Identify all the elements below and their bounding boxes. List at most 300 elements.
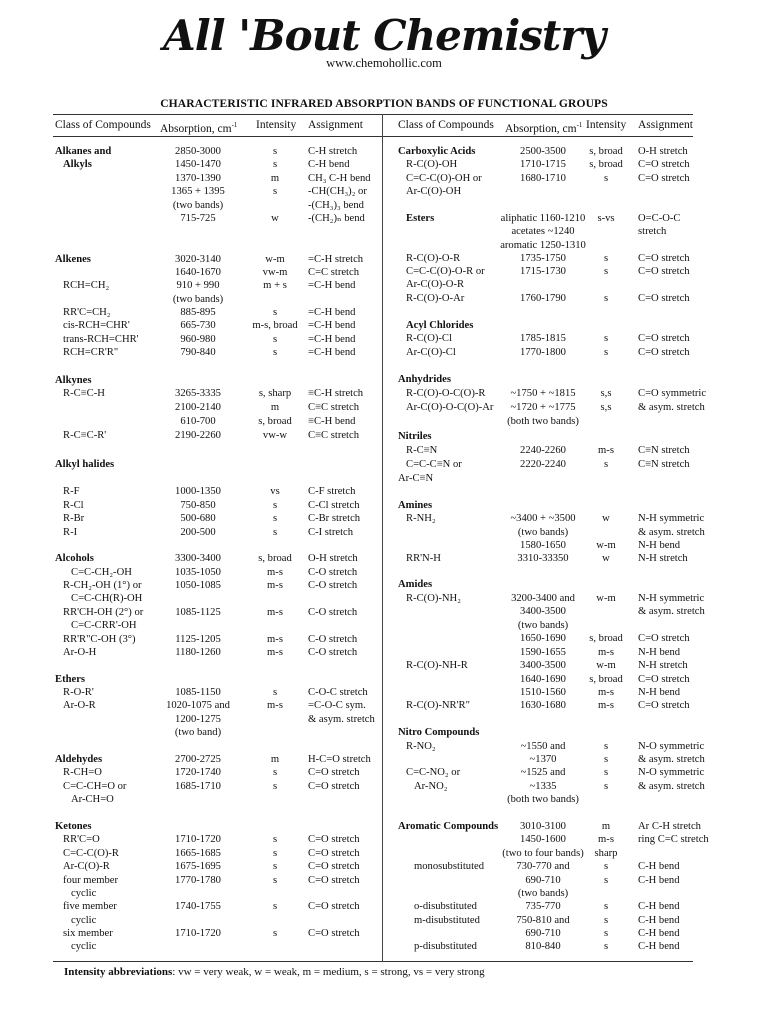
intensity-value: vw-w [262, 430, 288, 441]
compound-class: Ar-C(O)-O-R [406, 279, 465, 290]
assignment-value: C=O stretch [638, 253, 690, 264]
compound-class-heading: Nitro Compounds [398, 727, 480, 738]
intensity-value: s, broad [589, 674, 623, 685]
intensity-value: s [272, 334, 278, 345]
compound-class: RCH=CR'R" [63, 347, 119, 358]
header-intensity: Intensity [256, 119, 297, 131]
intensity-value: w-m [265, 254, 285, 265]
absorption-value: 2100-2140 [175, 402, 221, 413]
assignment-value: C=O stretch [638, 700, 690, 711]
absorption-value: 1770-1780 [175, 875, 221, 886]
intensity-value: s [272, 687, 278, 698]
assignment-value: C=O stretch [308, 834, 360, 845]
assignment-value: C-H bend [638, 861, 680, 872]
assignment-value: C-O stretch [308, 580, 358, 591]
assignment-value: C-I stretch [308, 527, 354, 538]
compound-class: Ar-CH=O [71, 794, 114, 805]
compound-class: R-C(O)-NH₂ [406, 593, 461, 604]
assignment-value: =C-H bend [308, 307, 356, 318]
compound-class-heading: Esters [406, 213, 435, 224]
assignment-value: C-O-C stretch [308, 687, 368, 698]
intensity-value: s [603, 173, 609, 184]
brand-title: All 'Bout Chemistry [163, 11, 605, 60]
compound-class: R-C(O)-OH [406, 159, 458, 170]
assignment-value: =C-H bend [308, 347, 356, 358]
assignment-value: N-H symmetric [638, 513, 705, 524]
assignment-value: O-H stretch [308, 553, 358, 564]
compound-class: R-C(O)-Cl [406, 333, 452, 344]
compound-class: R-NH₂ [406, 513, 436, 524]
intensity-value: m [270, 754, 280, 765]
intensity-value: s [603, 253, 609, 264]
absorption-value: 3020-3140 [175, 254, 221, 265]
absorption-value: ~1335 [529, 781, 557, 792]
assignment-value: C=O stretch [638, 293, 690, 304]
intensity-value: m [270, 173, 280, 184]
assignment-value: C=C stretch [308, 267, 359, 278]
intensity-value: s [603, 767, 609, 778]
compound-class: R-C(O)-NR'R" [406, 700, 470, 711]
intensity-value: s [603, 861, 609, 872]
intensity-value: s [272, 834, 278, 845]
intensity-value: sharp [594, 848, 618, 859]
assignment-value: & asym. stretch [638, 754, 705, 765]
compound-class: C=C-CH=O or [63, 781, 127, 792]
intensity-value: s [603, 781, 609, 792]
intensity-value: w [602, 513, 610, 524]
compound-class: cyclic [71, 915, 97, 926]
assignment-value: stretch [638, 226, 667, 237]
absorption-value: 610-700 [180, 416, 216, 427]
header-class: Class of Compounds [398, 119, 494, 131]
assignment-value: C=O stretch [308, 767, 360, 778]
absorption-value: 1450-1470 [175, 159, 221, 170]
assignment-value: ring C=C stretch [638, 834, 709, 845]
compound-class: Ar-NO₂ [414, 781, 448, 792]
absorption-value: 1035-1050 [175, 567, 221, 578]
absorption-value: 1720-1740 [175, 767, 221, 778]
intensity-value: s [603, 293, 609, 304]
header-class: Class of Compounds [55, 119, 151, 131]
header-assignment: Assignment [308, 119, 363, 131]
compound-class: R-O-R' [63, 687, 94, 698]
intensity-value: s, broad [589, 159, 623, 170]
assignment-value: C=O symmetric [638, 388, 707, 399]
absorption-value: 1710-1720 [175, 928, 221, 939]
compound-class: R-CH=O [63, 767, 102, 778]
intensity-value: s [272, 500, 278, 511]
compound-class: Ar-C(O)-R [63, 861, 110, 872]
intensity-value: m-s [598, 445, 614, 456]
intensity-value: m-s [267, 607, 283, 618]
compound-class: R-C≡C-H [63, 388, 105, 399]
absorption-value: 1200-1275 [175, 714, 221, 725]
compound-class: RR'CH-OH (2°) or [63, 607, 144, 618]
website-link[interactable]: www.chemohollic.com [326, 56, 442, 70]
compound-class: m-disubstituted [414, 915, 480, 926]
absorption-value: 750-810 and [516, 915, 570, 926]
assignment-value: C≡N stretch [638, 459, 690, 470]
absorption-value: 1510-1560 [520, 687, 566, 698]
assignment-value: N-H stretch [638, 553, 688, 564]
absorption-value: 1630-1680 [520, 700, 566, 711]
assignment-value: C-H bend [638, 928, 680, 939]
absorption-value: 730-770 and [516, 861, 570, 872]
absorption-value: 1710-1720 [175, 834, 221, 845]
assignment-value: & asym. stretch [638, 402, 705, 413]
compound-class-heading: Anhydrides [398, 374, 451, 385]
compound-class: C=C-C(O)-O-R or [406, 266, 485, 277]
absorption-value: 3010-3100 [520, 821, 566, 832]
intensity-value: s [272, 146, 278, 157]
compound-class-heading: Amides [398, 579, 433, 590]
intensity-value: s, broad [589, 146, 623, 157]
absorption-value: 1365 + 1395 [171, 186, 225, 197]
assignment-value: C-O stretch [308, 647, 358, 658]
intensity-value: m-s [267, 647, 283, 658]
intensity-value: s [272, 928, 278, 939]
assignment-value: C-H stretch [308, 146, 358, 157]
compound-class: RR'N-H [406, 553, 441, 564]
assignment-value: C=O stretch [308, 875, 360, 886]
absorption-value: (two bands) [172, 294, 224, 305]
compound-class-heading: Carboxylic Acids [398, 146, 476, 157]
compound-class: C=C-CH₂-OH [71, 567, 132, 578]
compound-class: Ar-C(O)-Cl [406, 347, 456, 358]
absorption-value: 2850-3000 [175, 146, 221, 157]
absorption-value: 735-770 [525, 901, 561, 912]
assignment-value: =C-H bend [308, 280, 356, 291]
absorption-value: 3200-3400 and [511, 593, 575, 604]
intensity-value: w-m [596, 540, 616, 551]
compound-class-heading: Alcohols [55, 553, 94, 564]
intensity-value: s [603, 333, 609, 344]
absorption-value: aliphatic 1160-1210 [500, 213, 586, 224]
assignment-value: =C-H stretch [308, 254, 364, 265]
assignment-value: C-H bend [638, 875, 680, 886]
absorption-value: 3265-3335 [175, 388, 221, 399]
compound-class-heading: Ketones [55, 821, 92, 832]
absorption-value: (two bands) [517, 527, 569, 538]
assignment-value: C=O stretch [308, 901, 360, 912]
assignment-value: N-H bend [638, 540, 681, 551]
intensity-value: s [272, 186, 278, 197]
absorption-value: 885-895 [180, 307, 216, 318]
compound-class: R-C≡C-R' [63, 430, 107, 441]
absorption-value: (two band) [174, 727, 222, 738]
compound-class: C=C-C(O)-OH or [406, 173, 482, 184]
intensity-value: s [272, 875, 278, 886]
compound-class-heading: Nitriles [398, 431, 432, 442]
assignment-value: C=O stretch [638, 633, 690, 644]
compound-class: R-C(O)-O-C(O)-R [406, 388, 486, 399]
assignment-value: C=O stretch [638, 173, 690, 184]
intensity-value: s [603, 754, 609, 765]
absorption-value: 1785-1815 [520, 333, 566, 344]
absorption-value: 1710-1715 [520, 159, 566, 170]
intensity-value: s [603, 928, 609, 939]
absorption-value: ~1370 [529, 754, 557, 765]
absorption-value: 1675-1695 [175, 861, 221, 872]
absorption-value: 1180-1260 [175, 647, 221, 658]
absorption-value: 1715-1730 [520, 266, 566, 277]
intensity-value: s [603, 459, 609, 470]
intensity-value: vs [270, 486, 280, 497]
absorption-value: 3400-3500 [520, 660, 566, 671]
intensity-value: w [271, 213, 279, 224]
compound-class: R-Br [63, 513, 85, 524]
assignment-value: C=O stretch [638, 674, 690, 685]
assignment-value: =C-H bend [308, 320, 356, 331]
assignment-value: C=O stretch [638, 347, 690, 358]
intensity-value: s, broad [589, 633, 623, 644]
compound-class: six member [63, 928, 113, 939]
intensity-value: s [272, 767, 278, 778]
absorption-value: 200-500 [180, 527, 216, 538]
assignment-value: C=O stretch [638, 159, 690, 170]
assignment-value: C-O stretch [308, 607, 358, 618]
assignment-value: C-H bend [638, 901, 680, 912]
absorption-value: 1760-1790 [520, 293, 566, 304]
absorption-value: 1085-1125 [175, 607, 221, 618]
assignment-value: & asym. stretch [638, 527, 705, 538]
compound-class: RR'R"C-OH (3°) [63, 634, 136, 645]
compound-class: R-Cl [63, 500, 84, 511]
intensity-value: s [272, 347, 278, 358]
compound-class: R-NO₂ [406, 741, 436, 752]
intensity-value: m-s [267, 634, 283, 645]
compound-class: R-CH₂-OH (1°) or [63, 580, 142, 591]
compound-class: C=C-CRR'-OH [71, 620, 137, 631]
header-intensity: Intensity [586, 119, 627, 131]
compound-class: Ar-C(O)-OH [406, 186, 462, 197]
assignment-value: Ar C-H stretch [638, 821, 701, 832]
absorption-value: 2240-2260 [520, 445, 566, 456]
absorption-value: 500-680 [180, 513, 216, 524]
absorption-value: 1020-1075 and [166, 700, 230, 711]
assignment-value: C=O stretch [308, 928, 360, 939]
absorption-value: acetates ~1240 [511, 226, 575, 237]
intensity-value: w-m [596, 660, 616, 671]
compound-class-heading: Aromatic Compounds [398, 821, 499, 832]
header-absorption: Absorption, $cm^{-1}$ [160, 121, 238, 135]
assignment-value: N-O symmetric [638, 767, 705, 778]
assignment-value: C=O stretch [308, 848, 360, 859]
intensity-value: s [272, 781, 278, 792]
compound-class: four member [63, 875, 119, 886]
intensity-value: s-vs [597, 213, 615, 224]
compound-class: C=C-NO₂ or [406, 767, 461, 778]
compound-class: Ar-C(O)-O-C(O)-Ar [406, 402, 494, 413]
absorption-value: aromatic 1250-1310 [500, 240, 586, 251]
absorption-value: 960-980 [180, 334, 216, 345]
assignment-value: C=O stretch [638, 266, 690, 277]
intensity-value: s, broad [258, 553, 292, 564]
compound-class: R-C(O)-O-Ar [406, 293, 465, 304]
compound-class: RR'C=O [63, 834, 100, 845]
compound-class: cis-RCH=CHR' [63, 320, 130, 331]
intensity-value: m [270, 402, 280, 413]
absorption-value: ~3400 + ~3500 [510, 513, 576, 524]
compound-class: cyclic [71, 941, 97, 952]
compound-class: Ar-O-H [63, 647, 97, 658]
absorption-value: 715-725 [180, 213, 216, 224]
absorption-value: 1735-1750 [520, 253, 566, 264]
compound-class-heading: Ethers [55, 674, 86, 685]
intensity-value: s [603, 915, 609, 926]
absorption-value: 1000-1350 [175, 486, 221, 497]
absorption-value: 790-840 [180, 347, 216, 358]
absorption-value: 1665-1685 [175, 848, 221, 859]
intensity-value: s [272, 527, 278, 538]
assignment-value: ≡C-H bend [308, 416, 356, 427]
assignment-value: =C-H bend [308, 334, 356, 345]
table-bottom-rule [53, 961, 693, 962]
assignment-value: N-H bend [638, 687, 681, 698]
assignment-value: & asym. stretch [308, 714, 375, 725]
intensity-value: s [272, 901, 278, 912]
absorption-value: ~1525 and [520, 767, 566, 778]
assignment-value: C=O stretch [638, 333, 690, 344]
assignment-value: N-O symmetric [638, 741, 705, 752]
absorption-value: 3300-3400 [175, 553, 221, 564]
absorption-value: 1680-1710 [520, 173, 566, 184]
assignment-value: C-O stretch [308, 567, 358, 578]
assignment-value: & asym. stretch [638, 781, 705, 792]
absorption-value: 1050-1085 [175, 580, 221, 591]
intensity-value: m-s [598, 834, 614, 845]
absorption-value: 2190-2260 [175, 430, 221, 441]
absorption-value: 750-850 [180, 500, 216, 511]
assignment-value: C-F stretch [308, 486, 356, 497]
intensity-value: m + s [263, 280, 287, 291]
intensity-value: m-s [267, 580, 283, 591]
compound-class-heading: Alkanes and [55, 146, 112, 157]
header-bottom-rule [53, 136, 693, 137]
absorption-value: 690-710 [525, 875, 561, 886]
compound-class-heading: Aldehydes [55, 754, 103, 765]
assignment-value: C-Br stretch [308, 513, 361, 524]
assignment-value: H-C=O stretch [308, 754, 371, 765]
header-absorption: Absorption, $cm^{-1}$ [505, 121, 583, 135]
compound-class: RR'C=CH₂ [63, 307, 111, 318]
header-assignment: Assignment [638, 119, 693, 131]
absorption-value: 910 + 990 [176, 280, 220, 291]
column-divider [382, 114, 383, 962]
assignment-value: C-O stretch [308, 634, 358, 645]
intensity-value: s [603, 347, 609, 358]
absorption-value: 1085-1150 [175, 687, 221, 698]
intensity-value: m-s [267, 700, 283, 711]
intensity-value: s [272, 861, 278, 872]
absorption-value: ~1720 + ~1775 [510, 402, 576, 413]
compound-class-heading: Acyl Chlorides [406, 320, 474, 331]
absorption-value: (two bands) [517, 620, 569, 631]
compound-class: o-disubstituted [414, 901, 477, 912]
absorption-value: 1590-1655 [520, 647, 566, 658]
absorption-value: 1685-1710 [175, 781, 221, 792]
absorption-value: 1580-1650 [520, 540, 566, 551]
intensity-value: s [603, 901, 609, 912]
compound-class: R-I [63, 527, 78, 538]
table-top-rule [53, 114, 693, 115]
intensity-value: s [272, 513, 278, 524]
assignment-value: C≡N stretch [638, 445, 690, 456]
intensity-value: s [272, 848, 278, 859]
absorption-value: (two to four bands) [502, 848, 584, 859]
intensity-value: m-s [267, 567, 283, 578]
intensity-value: m [601, 821, 611, 832]
compound-class: Ar-C≡N [398, 473, 434, 484]
intensity-value: w-m [596, 593, 616, 604]
intensity-value: s,s [600, 402, 612, 413]
assignment-value: C-H bend [638, 941, 680, 952]
intensity-value: s [603, 741, 609, 752]
assignment-value: -(CH₃)₃ bend [308, 200, 364, 211]
compound-class: trans-RCH=CHR' [63, 334, 139, 345]
page-title: CHARACTERISTIC INFRARED ABSORPTION BANDS OF FUNCTIONAL GROUPS [160, 97, 608, 110]
absorption-value: 2700-2725 [175, 754, 221, 765]
compound-class-heading: Alkyls [63, 159, 92, 170]
intensity-value: m-s, broad [252, 320, 298, 331]
assignment-value: -CH(CH₃)₂ or [308, 186, 367, 197]
absorption-value: 1770-1800 [520, 347, 566, 358]
compound-class: cyclic [71, 888, 97, 899]
compound-class: R-F [63, 486, 80, 497]
intensity-value: m-s [598, 647, 614, 658]
absorption-value: (two bands) [172, 200, 224, 211]
assignment-value: N-H bend [638, 647, 681, 658]
absorption-value: 1740-1755 [175, 901, 221, 912]
assignment-value: C≡C stretch [308, 402, 359, 413]
absorption-value: (both two bands) [507, 416, 579, 427]
intensity-value: m-s [598, 687, 614, 698]
assignment-value: C-H bend [308, 159, 350, 170]
assignment-value: N-H symmetric [638, 593, 705, 604]
absorption-value: 1450-1600 [520, 834, 566, 845]
compound-class: R-C(O)-O-R [406, 253, 461, 264]
assignment-value: & asym. stretch [638, 606, 705, 617]
compound-class: RCH=CH₂ [63, 280, 110, 291]
assignment-value: =C-O-C sym. [308, 700, 366, 711]
absorption-value: 2500-3500 [520, 146, 566, 157]
absorption-value: 665-730 [180, 320, 216, 331]
absorption-value: (two bands) [517, 888, 569, 899]
compound-class-heading: Alkenes [55, 254, 91, 265]
compound-class: C=C-C(O)-R [63, 848, 119, 859]
absorption-value: (both two bands) [507, 794, 579, 805]
intensity-value: s [603, 941, 609, 952]
assignment-value: -(CH₂)ₙ bend [308, 213, 365, 224]
assignment-value: ≡C-H stretch [308, 388, 364, 399]
intensity-value: s [272, 159, 278, 170]
assignment-value: C≡C stretch [308, 430, 359, 441]
absorption-value: 810-840 [525, 941, 561, 952]
absorption-value: 1370-1390 [175, 173, 221, 184]
intensity-value: s [603, 266, 609, 277]
compound-class-heading: Alkynes [55, 375, 92, 386]
intensity-value: m-s [598, 700, 614, 711]
intensity-value: s [272, 307, 278, 318]
assignment-value: C=O stretch [308, 861, 360, 872]
absorption-value: ~1550 and [520, 741, 566, 752]
compound-class: p-disubstituted [414, 941, 477, 952]
intensity-value: w [602, 553, 610, 564]
compound-class-heading: Amines [398, 500, 433, 511]
compound-class: R-C≡N [406, 445, 438, 456]
intensity-value: s,s [600, 388, 612, 399]
assignment-value: C=O stretch [308, 781, 360, 792]
